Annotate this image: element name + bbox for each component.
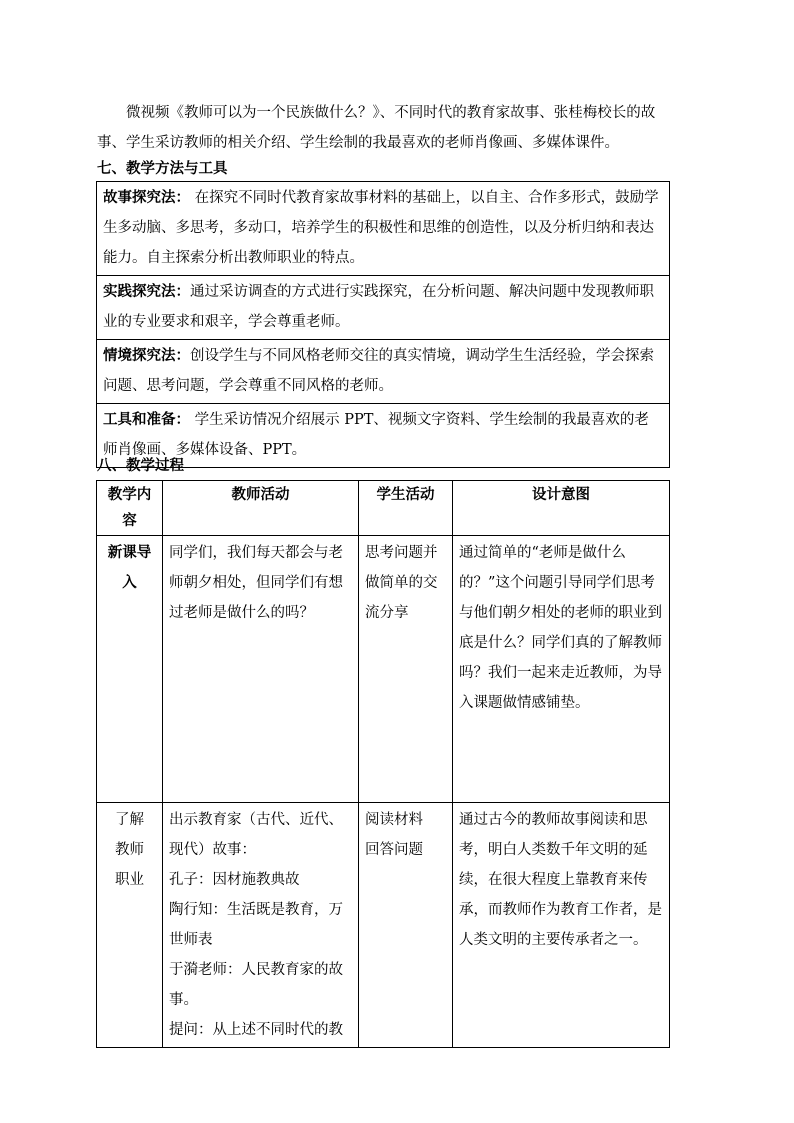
teacher-line: 陶行知：生活既是教育，万世师表	[169, 902, 343, 948]
column-header: 教师活动	[163, 481, 359, 536]
methods-cell	[97, 340, 670, 404]
methods-row	[97, 276, 670, 340]
method-text: 创设学生与不同风格老师交往的真实情境，调动学生生活经验，学会探索问题、思考问题，学会尊重不同风格的老师。	[103, 348, 654, 394]
teacher-line: 出示教育家（古代、近代、现代）故事：	[169, 812, 343, 858]
content-cell	[97, 536, 163, 803]
method-term: 故事探究法：	[103, 189, 190, 206]
content-line: 新课导入	[107, 544, 152, 591]
column-header: 学生活动	[359, 481, 453, 536]
methods-row	[97, 182, 670, 276]
student-cell	[359, 536, 453, 803]
teacher-cell	[163, 536, 359, 803]
methods-table	[96, 181, 670, 468]
teacher-cell	[163, 803, 359, 1048]
student-cell	[359, 803, 453, 1048]
method-text: 通过采访调查的方式进行实践探究，在分析问题、解决问题中发现教师职业的专业要求和艰辛，学会尊重老师。	[103, 284, 654, 330]
intent-cell: 通过古今的教师故事阅读和思考，明白人类数千年文明的延续，在很大程度上靠教育来传承，而教师作为教育工作者，是人类文明的主要传承者之一。	[453, 803, 670, 1048]
methods-cell	[97, 182, 670, 276]
student-line: 阅读材料	[365, 812, 423, 828]
method-term: 工具和准备：	[103, 411, 190, 428]
method-text: 在探究不同时代教育家故事材料的基础上，以自主、合作多形式，鼓励学生多动脑、多思考，多动口，培养学生的积极性和思维的创造性，以及分析归纳和表达能力。自主探索分析出教师职业的特点。	[103, 190, 659, 266]
content-line: 职业	[115, 872, 144, 888]
student-line: 回答问题	[365, 842, 423, 858]
process-row	[97, 536, 670, 803]
section-heading-process: 八、教学过程	[97, 457, 184, 474]
method-term: 情境探究法：	[103, 347, 190, 364]
content-line: 了解	[115, 812, 144, 828]
student-line: 思考问题并做简单的交流分享	[365, 545, 438, 621]
teacher-line: 孔子：因材施教典故	[169, 872, 300, 888]
process-row	[97, 803, 670, 1048]
process-header-row	[97, 481, 670, 536]
content-line: 教师	[115, 842, 144, 858]
intent-cell: 通过简单的“老师是做什么的？”这个问题引导同学们思考与他们朝夕相处的老师的职业到底是什么？同学们真的了解教师吗？我们一起来走近教师，为导入课题做情感铺垫。	[453, 536, 670, 803]
content-cell	[97, 803, 163, 1048]
teacher-line: 于漪老师：人民教育家的故事。	[169, 962, 343, 1008]
teacher-line: 提问：从上述不同时代的教	[169, 1022, 343, 1038]
column-header: 教学内容	[97, 481, 163, 536]
section-heading-methods: 七、教学方法与工具	[97, 160, 228, 177]
process-table	[96, 480, 670, 1048]
column-header: 设计意图	[453, 481, 670, 536]
method-term: 实践探究法：	[103, 283, 190, 300]
intro-paragraph: 微视频《教师可以为一个民族做什么？》、不同时代的教育家故事、张桂梅校长的故事、学生采访教师的相关介绍、学生绘制的我最喜欢的老师肖像画、多媒体课件。	[97, 105, 656, 151]
method-text: 学生采访情况介绍展示 PPT、视频文字资料、学生绘制的我最喜欢的老师肖像画、多媒体设备、PPT。	[103, 412, 649, 458]
teacher-line: 同学们，我们每天都会与老师朝夕相处，但同学们有想过老师是做什么的吗？	[169, 545, 343, 621]
methods-cell	[97, 276, 670, 340]
methods-row	[97, 340, 670, 404]
